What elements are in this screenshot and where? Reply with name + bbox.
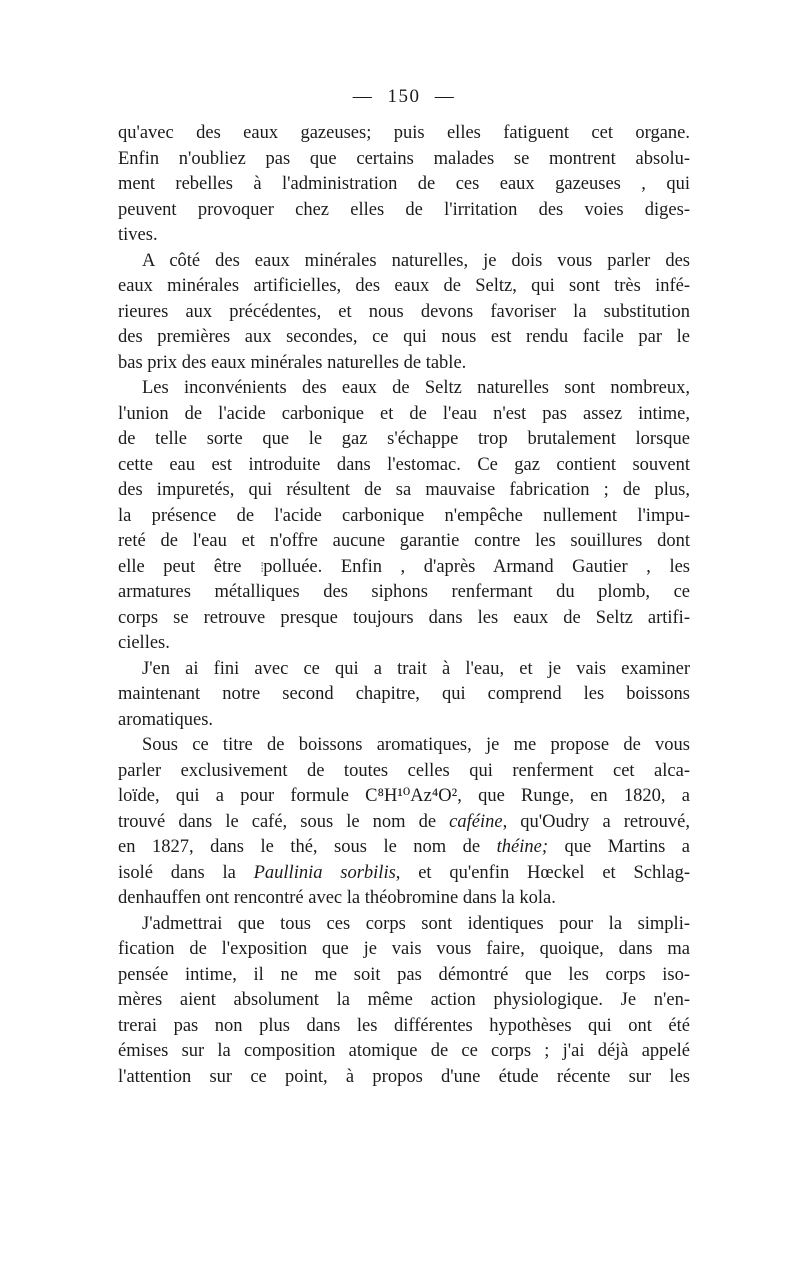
text-line xyxy=(118,861,690,887)
text-line: denhauffen ont rencontré avec la théobromine dans la kola. xyxy=(118,888,556,908)
text-segment: en 1827, dans le thé, sous le nom de xyxy=(118,837,497,857)
text-line xyxy=(118,810,690,836)
text-line: Les inconvénients des eaux de Seltz naturelles sont nombreux, xyxy=(142,378,690,398)
text-line xyxy=(118,835,690,861)
text-line: J'en ai fini avec ce qui a trait à l'eau, et je vais examiner xyxy=(142,658,690,679)
text-segment: elle peut être xyxy=(118,556,261,577)
page-header xyxy=(118,86,690,108)
text-line: aromatiques. xyxy=(118,709,214,730)
page-number: — 150 — xyxy=(352,86,456,107)
text-line: armatures métalliques des siphons renfermant du plomb, ce xyxy=(118,582,690,602)
term-theine: théine; xyxy=(496,837,549,857)
text-line: mères aient absolument la même action physiologique. Je n'en- xyxy=(118,990,690,1010)
text-line: reté de l'eau et n'offre aucune garantie contre les souillures dont xyxy=(118,531,690,551)
text-line: parler exclusivement de toutes celles qui renferment cet alca- xyxy=(118,760,690,781)
text-line: émises sur la composition atomique de ce corps ; j'ai déjà appelé xyxy=(118,1041,690,1061)
text-line: pensée intime, il ne me soit pas démontré que les corps iso- xyxy=(118,964,690,985)
text-line: rieures aux précédentes, et nous devons favoriser la substitution xyxy=(118,301,690,322)
paragraph-6 xyxy=(118,912,690,1091)
text-segment: isolé dans la xyxy=(118,862,254,883)
text-line: A côté des eaux minérales naturelles, je dois vous parler des xyxy=(142,250,690,271)
text-line: bas prix des eaux minérales naturelles de table. xyxy=(118,352,467,373)
text-line: l'attention sur ce point, à propos d'une étude récente sur les xyxy=(118,1066,690,1087)
text-segment: , et qu'enfin Hœckel et Schlag- xyxy=(395,862,691,883)
text-line: fication de l'exposition que je vais vous faire, quoique, dans ma xyxy=(118,939,690,959)
text-line: cette eau est introduite dans l'estomac. Ce gaz contient souvent xyxy=(118,454,690,475)
term-cafeine: caféine xyxy=(449,811,503,832)
text-line: Sous ce titre de boissons aromatiques, je me propose de vous xyxy=(142,735,690,755)
text-line: J'admettrai que tous ces corps sont identiques pour la simpli- xyxy=(142,913,690,934)
paragraph-5 xyxy=(118,733,690,912)
text-line: qu'avec des eaux gazeuses; puis elles fatiguent cet organe. xyxy=(118,123,690,143)
text-segment: , qu'Oudry a retrouvé, xyxy=(502,811,691,832)
text-line: cielles. xyxy=(118,633,170,653)
text-line: eaux minérales artificielles, des eaux de Seltz, qui sont très infé- xyxy=(118,276,690,296)
text-line: ment rebelles à l'administration de ces eaux gazeuses , qui xyxy=(118,174,690,194)
print-artifact: ⁞ xyxy=(260,559,264,576)
paragraph-3 xyxy=(118,376,690,657)
text-block xyxy=(118,121,690,1090)
text-line: Enfin n'oubliez pas que certains malades se montrent absolu- xyxy=(118,148,690,169)
text-line: maintenant notre second chapitre, qui comprend les boissons xyxy=(118,684,690,704)
text-line xyxy=(118,555,690,581)
text-line: corps se retrouve presque toujours dans les eaux de Seltz artifi- xyxy=(118,607,690,628)
text-line: la présence de l'acide carbonique n'empêche nullement l'impu- xyxy=(118,505,690,526)
text-line: de telle sorte que le gaz s'échappe trop brutalement lorsque xyxy=(118,429,690,449)
text-segment: que Martins a xyxy=(548,837,690,857)
text-line: l'union de l'acide carbonique et de l'eau n'est pas assez intime, xyxy=(118,403,690,424)
text-line: tives. xyxy=(118,225,158,245)
text-segment: trouvé dans le café, sous le nom de xyxy=(118,811,450,832)
term-paullinia-sorbilis: Paullinia sorbilis xyxy=(253,862,396,883)
text-line: loïde, qui a pour formule C⁸H¹⁰Az⁴O², que Runge, en 1820, a xyxy=(118,786,690,806)
text-line: des impuretés, qui résultent de sa mauvaise fabrication ; de plus, xyxy=(118,480,690,500)
text-segment: polluée. Enfin , d'après Armand Gautier , les xyxy=(263,556,691,577)
text-line: des premières aux secondes, ce qui nous est rendu facile par le xyxy=(118,327,690,347)
paragraph-1 xyxy=(118,121,690,249)
paragraph-2 xyxy=(118,249,690,377)
text-line: trerai pas non plus dans les différentes hypothèses qui ont été xyxy=(118,1015,690,1036)
text-line: peuvent provoquer chez elles de l'irritation des voies diges- xyxy=(118,199,690,220)
paragraph-4 xyxy=(118,657,690,734)
